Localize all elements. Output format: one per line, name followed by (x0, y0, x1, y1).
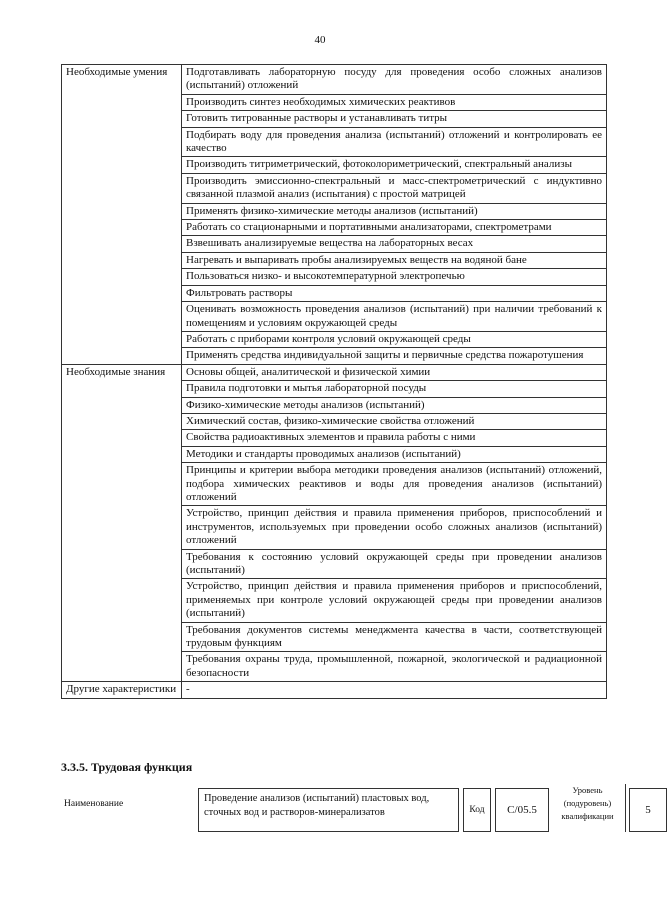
row-item: Свойства радиоактивных элементов и правила работы с ними (182, 430, 607, 446)
row-item: Требования охраны труда, промышленной, пожарной, экологической и радиационной безопасности (182, 652, 607, 682)
row-group-label: Необходимые умения (62, 65, 182, 95)
row-item: Нагревать и выпаривать пробы анализируемых веществ на водяной бане (182, 252, 607, 268)
level-value: 5 (629, 788, 667, 832)
table-row (62, 173, 607, 203)
row-item: Физико-химические методы анализов (испытаний) (182, 397, 607, 413)
row-item: Пользоваться низко- и высокотемпературной электропечью (182, 269, 607, 285)
table-row (62, 157, 607, 173)
row-group-label (62, 269, 182, 285)
row-group-label (62, 331, 182, 347)
table-row (62, 549, 607, 579)
row-item: Производить титриметрический, фотоколориметрический, спектральный анализы (182, 157, 607, 173)
row-group-label (62, 446, 182, 462)
row-group-label (62, 397, 182, 413)
table-row (62, 252, 607, 268)
table-row (62, 220, 607, 236)
table-row (62, 430, 607, 446)
row-group-label (62, 622, 182, 652)
table-row (62, 397, 607, 413)
row-item: Устройство, принцип действия и правила применения приборов, приспособлений и инструментов, используемых при проведении особо сложных анализов (испытаний) отложений (182, 506, 607, 549)
row-item: Правила подготовки и мытья лабораторной посуды (182, 381, 607, 397)
table-row (62, 579, 607, 622)
requirements-table (61, 64, 607, 699)
row-item: Производить эмиссионно-спектральный и масс-спектрометрический с индуктивно связанной плазмой анализ (испытания) с простой матрицей (182, 173, 607, 203)
table-row (62, 269, 607, 285)
row-group-label (62, 157, 182, 173)
row-item: Требования к состоянию условий окружающей среды при проведении анализов (испытаний) (182, 549, 607, 579)
row-item: Требования документов системы менеджмента качества в части, соответствующей трудовым функциям (182, 622, 607, 652)
table-row (62, 236, 607, 252)
level-label: Уровень (подуровень) квалификации (550, 784, 626, 832)
row-group-label (62, 579, 182, 622)
table-row (62, 506, 607, 549)
row-item: - (182, 682, 607, 698)
table-row (62, 94, 607, 110)
row-group-label (62, 203, 182, 219)
row-group-label: Необходимые знания (62, 364, 182, 380)
row-group-label (62, 127, 182, 157)
row-item: Работать со стационарными и портативными анализаторами, спектрометрами (182, 220, 607, 236)
section-title: 3.3.5. Трудовая функция (61, 760, 193, 774)
row-item: Применять физико-химические методы анализов (испытаний) (182, 203, 607, 219)
table-row (62, 331, 607, 347)
table-row (62, 652, 607, 682)
row-group-label (62, 252, 182, 268)
code-label: Код (463, 788, 491, 832)
table-row (62, 413, 607, 429)
row-item: Основы общей, аналитической и физической химии (182, 364, 607, 380)
row-item: Применять средства индивидуальной защиты и первичные средства пожаротушения (182, 348, 607, 364)
page-number: 40 (314, 34, 326, 46)
code-value: C/05.5 (495, 788, 549, 832)
table-row (62, 111, 607, 127)
row-group-label (62, 302, 182, 332)
table-row (62, 622, 607, 652)
table-row (62, 285, 607, 301)
row-group-label (62, 652, 182, 682)
row-group-label (62, 111, 182, 127)
row-group-label: Другие характеристики (62, 682, 182, 698)
row-group-label (62, 285, 182, 301)
name-label: Наименование (64, 799, 124, 809)
table-row (62, 65, 607, 95)
table-row (62, 302, 607, 332)
row-group-label (62, 236, 182, 252)
row-group-label (62, 413, 182, 429)
name-value: Проведение анализов (испытаний) пластовых вод, сточных вод и растворов-минерализатов (198, 788, 459, 832)
row-group-label (62, 173, 182, 203)
table-row (62, 381, 607, 397)
row-item: Подготавливать лабораторную посуду для проведения особо сложных анализов (испытаний) отложений (182, 65, 607, 95)
row-item: Взвешивать анализируемые вещества на лабораторных весах (182, 236, 607, 252)
row-group-label (62, 94, 182, 110)
row-group-label (62, 348, 182, 364)
row-item: Оценивать возможность проведения анализов (испытаний) при наличии требований к помещениям и условиям окружающей среды (182, 302, 607, 332)
row-group-label (62, 220, 182, 236)
table-row (62, 446, 607, 462)
table-row (62, 127, 607, 157)
row-item: Производить синтез необходимых химических реактивов (182, 94, 607, 110)
table-row (62, 463, 607, 506)
table-row (62, 348, 607, 364)
row-group-label (62, 430, 182, 446)
table-row (62, 682, 607, 698)
table-row (62, 364, 607, 380)
labor-function-header (61, 785, 651, 834)
row-item: Химический состав, физико-химические свойства отложений (182, 413, 607, 429)
row-group-label (62, 463, 182, 506)
row-item: Фильтровать растворы (182, 285, 607, 301)
row-item: Методики и стандарты проводимых анализов (испытаний) (182, 446, 607, 462)
row-group-label (62, 381, 182, 397)
row-item: Устройство, принцип действия и правила применения приборов и приспособлений, применяемых при контроле условий окружающей среды при проведении анализов (испытаний) (182, 579, 607, 622)
row-group-label (62, 549, 182, 579)
row-item: Готовить титрованные растворы и устанавливать титры (182, 111, 607, 127)
row-item: Принципы и критерии выбора методики проведения анализов (испытаний) отложений, подбора химических реактивов и воды для проведения анализов (испытаний) отложений (182, 463, 607, 506)
table-row (62, 203, 607, 219)
row-item: Работать с приборами контроля условий окружающей среды (182, 331, 607, 347)
row-group-label (62, 506, 182, 549)
row-item: Подбирать воду для проведения анализа (испытаний) отложений и контролировать ее качество (182, 127, 607, 157)
